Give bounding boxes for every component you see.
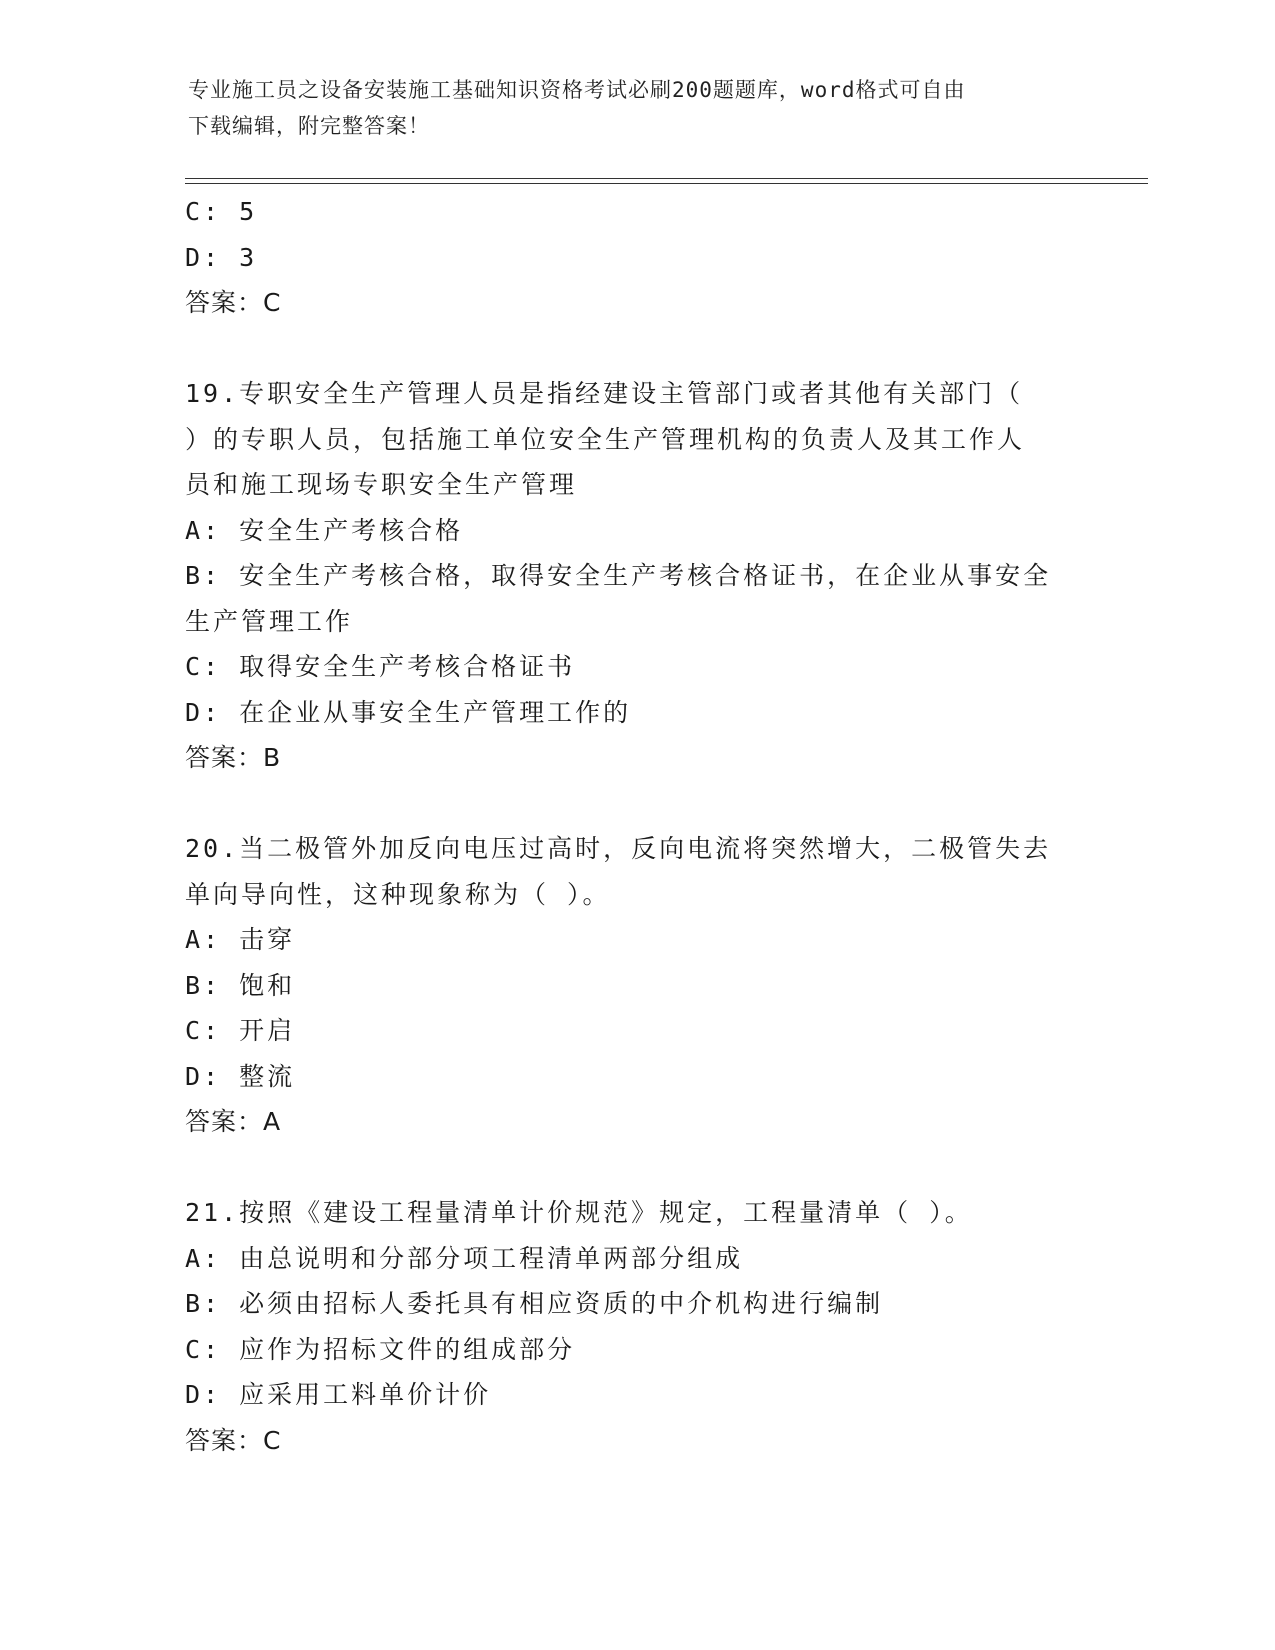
header-title-line-2: 下载编辑，附完整答案！ [188, 114, 430, 138]
option-d: D: 应采用工料单价计价 [185, 1380, 492, 1409]
option-b: B: 饱和 [185, 970, 296, 1000]
question-18-tail [185, 189, 1085, 326]
option-c: C: 应作为招标文件的组成部分 [185, 1334, 576, 1364]
document-header [188, 72, 1068, 144]
option-a: A: 由总说明和分部分项工程清单两部分组成 [185, 1243, 744, 1273]
option-c: C: 开启 [185, 1016, 296, 1045]
spacer [185, 326, 1085, 372]
option-d: D: 在企业从事安全生产管理工作的 [185, 697, 632, 727]
option-a: A: 安全生产考核合格 [185, 515, 464, 545]
answer-label: 答案：C [185, 288, 282, 317]
option-b: B: 安全生产考核合格，取得安全生产考核合格证书，在企业从事安全 [185, 561, 1052, 590]
question-stem-line: 员和施工现场专职安全生产管理 [185, 470, 578, 499]
option-c: C: 取得安全生产考核合格证书 [185, 652, 576, 681]
answer-label: 答案：A [185, 1107, 282, 1136]
question-21 [185, 1190, 1085, 1463]
question-stem-line: ）的专职人员，包括施工单位安全生产管理机构的负责人及其工作人 [185, 424, 1026, 454]
option-c: C: 5 [185, 197, 258, 226]
answer-label: 答案：C [185, 1425, 282, 1455]
question-list [185, 189, 1085, 1463]
question-stem-line: 20.当二极管外加反向电压过高时，反向电流将突然增大，二极管失去 [185, 834, 1052, 863]
option-b-continued: 生产管理工作 [185, 606, 354, 636]
header-title-line-1: 专业施工员之设备安装施工基础知识资格考试必刷200题题库，word格式可自由 [188, 78, 966, 102]
header-divider-bottom [185, 183, 1148, 184]
option-a: A: 击穿 [185, 925, 296, 954]
header-divider-top [185, 178, 1148, 179]
question-stem-line: 21.按照《建设工程量清单计价规范》规定，工程量清单（ ）。 [185, 1198, 973, 1227]
question-stem-line: 单向导向性，这种现象称为（ ）。 [185, 879, 611, 909]
option-b: B: 必须由招标人委托具有相应资质的中介机构进行编制 [185, 1289, 884, 1318]
question-stem-line: 19.专职安全生产管理人员是指经建设主管部门或者其他有关部门（ [185, 379, 1024, 408]
question-20 [185, 826, 1085, 1145]
option-d: D: 3 [185, 242, 258, 272]
spacer [185, 781, 1085, 827]
spacer [185, 1145, 1085, 1191]
option-d: D: 整流 [185, 1061, 296, 1091]
answer-label: 答案：B [185, 743, 282, 772]
question-19 [185, 371, 1085, 781]
